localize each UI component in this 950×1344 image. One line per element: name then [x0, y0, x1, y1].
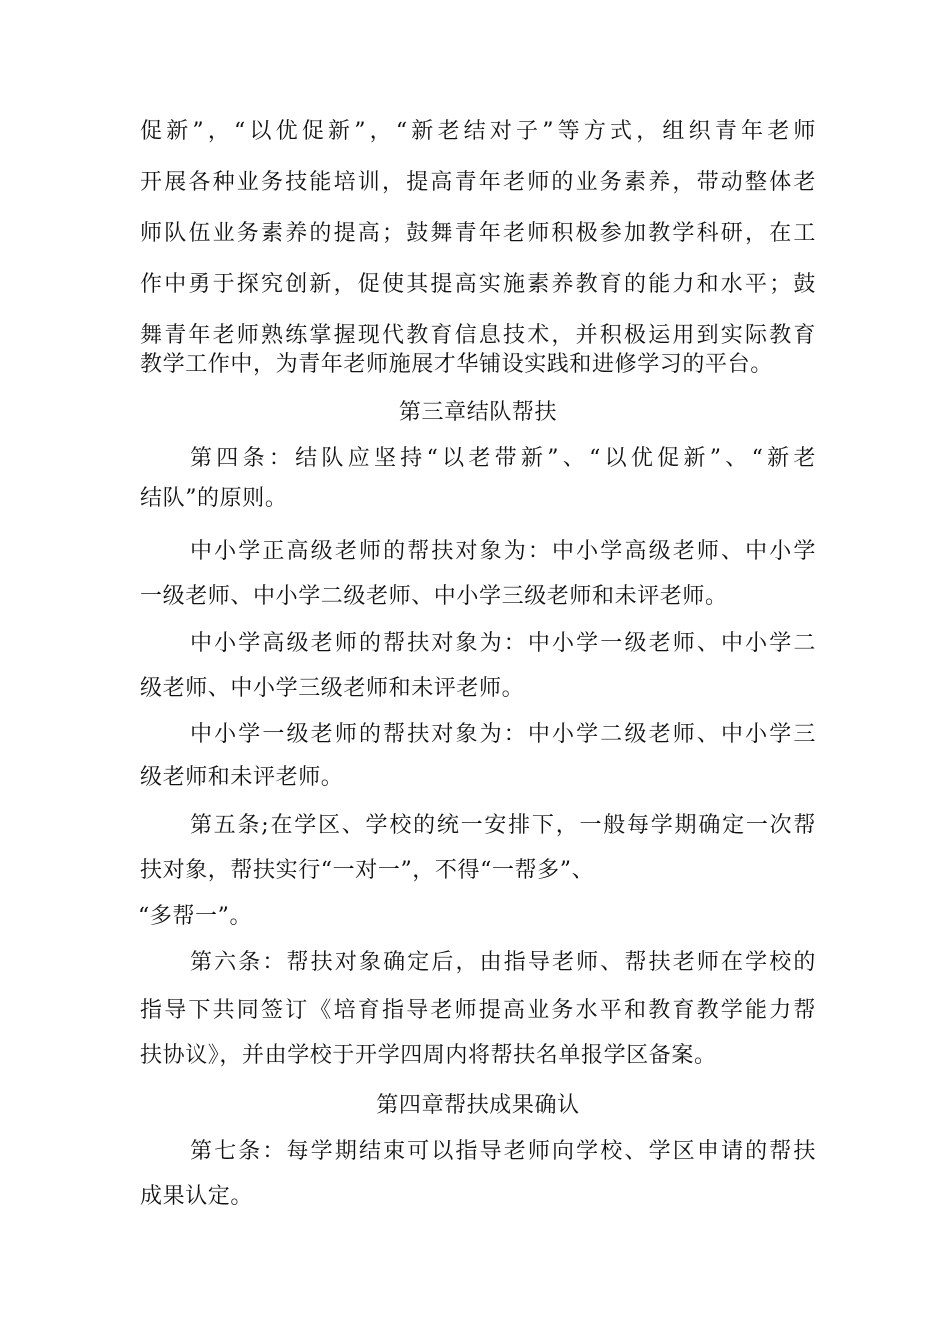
paragraph-line: 师队伍业务素养的提高；鼓舞青年老师积极参加教学科研，在工 — [140, 221, 816, 246]
paragraph-line: 级老师和未评老师。 — [140, 765, 344, 790]
paragraph-line: 舞青年老师熟练掌握现代教育信息技术，并积极运用到实际教育 — [140, 323, 816, 348]
paragraph-line: 促新”，“以优促新”，“新老结对子”等方式，组织青年老师 — [140, 119, 816, 144]
article-line: 成果认定。 — [140, 1184, 254, 1209]
article-line: 第六条：帮扶对象确定后，由指导老师、帮扶老师在学校的 — [190, 950, 816, 975]
article-line: 第五条;在学区、学校的统一安排下，一般每学期确定一次帮 — [190, 813, 816, 838]
paragraph-line: 中小学一级老师的帮扶对象为：中小学二级老师、中小学三 — [190, 722, 816, 747]
paragraph-line: 开展各种业务技能培训，提高青年老师的业务素养，带动整体老 — [140, 170, 816, 195]
article-line: 第七条：每学期结束可以指导老师向学校、学区申请的帮扶 — [190, 1139, 816, 1164]
paragraph-line: 作中勇于探究创新，促使其提高实施素养教育的能力和水平；鼓 — [140, 272, 816, 297]
chapter-heading: 第四章帮扶成果确认 — [376, 1093, 580, 1118]
paragraph-line: 中小学正高级老师的帮扶对象为：中小学高级老师、中小学 — [190, 539, 816, 564]
article-line: 结队”的原则。 — [140, 486, 288, 511]
chapter-heading: 第三章结队帮扶 — [398, 400, 558, 425]
article-line: 指导下共同签订《培育指导老师提高业务水平和教育教学能力帮 — [140, 998, 816, 1023]
article-line: 扶对象，帮扶实行“一对一”，不得“一帮多”、 — [140, 858, 595, 883]
paragraph-line: 级老师、中小学三级老师和未评老师。 — [140, 676, 525, 701]
article-line: 扶协议》，并由学校于开学四周内将帮扶名单报学区备案。 — [140, 1043, 717, 1068]
paragraph-line: 一级老师、中小学二级老师、中小学三级老师和未评老师。 — [140, 584, 728, 609]
paragraph-line: 教学工作中，为青年老师施展才华铺设实践和进修学习的平台。 — [140, 352, 773, 377]
paragraph-line: 中小学高级老师的帮扶对象为：中小学一级老师、中小学二 — [190, 631, 816, 656]
article-line: “多帮一”。 — [138, 904, 253, 929]
article-line: 第四条：结队应坚持“以老带新”、“以优促新”、“新老 — [190, 446, 816, 471]
